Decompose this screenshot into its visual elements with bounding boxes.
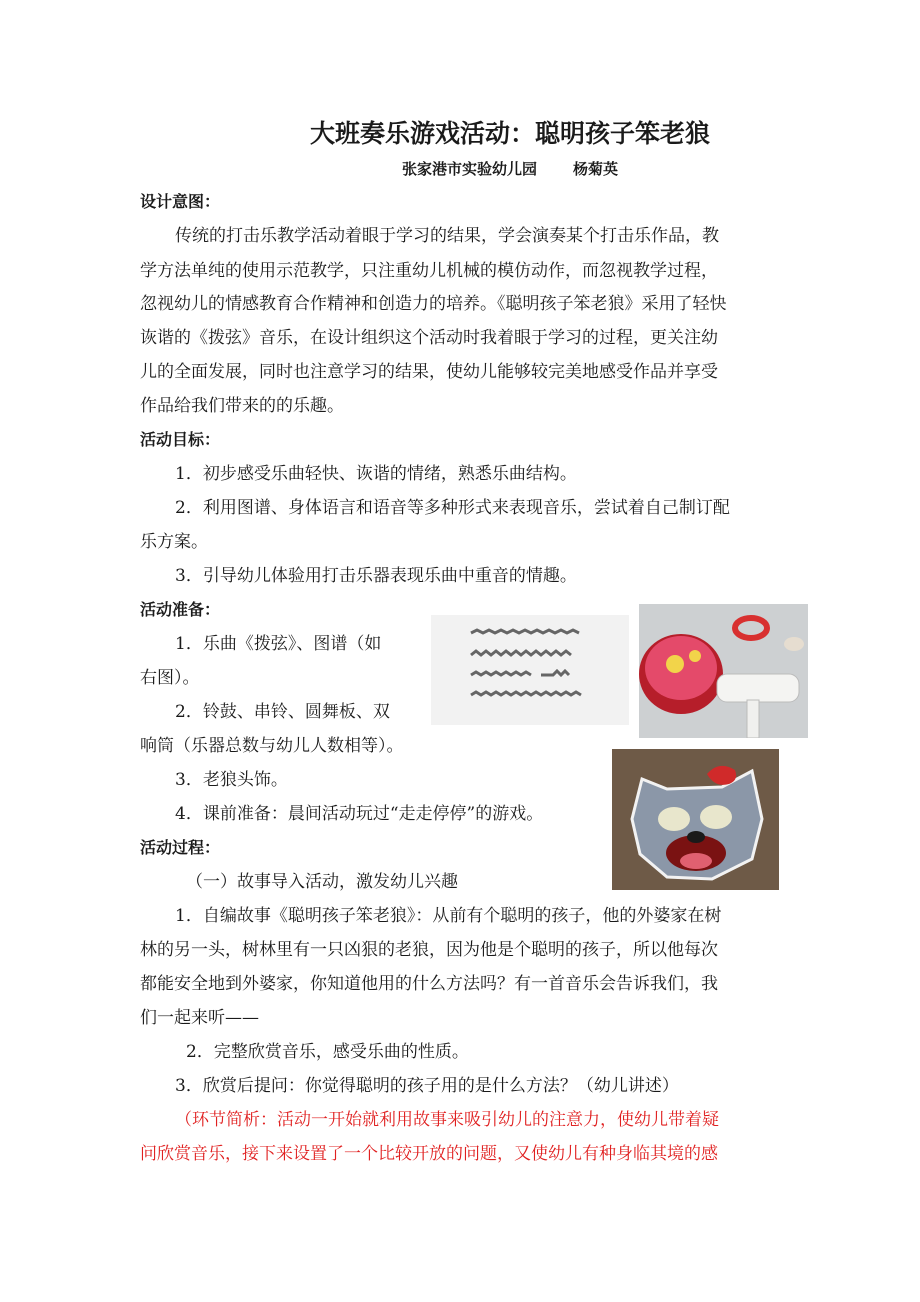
- design-line: 传统的打击乐教学活动着眼于学习的结果，学会演奏某个打击乐作品，教: [175, 226, 719, 246]
- design-line: 儿的全面发展，同时也注意学习的结果，使幼儿能够较完美地感受作品并享受: [140, 362, 718, 382]
- design-line: 忽视幼儿的情感教育合作精神和创造力的培养。《聪明孩子笨老狼》采用了轻快: [140, 294, 727, 314]
- prep-item-cont: 响筒（乐器总数与幼儿人数相等）。: [140, 736, 404, 756]
- instruments-photo: [639, 604, 808, 738]
- prep-item: 2．铃鼓、串铃、圆舞板、双: [175, 702, 390, 722]
- design-line: 诙谐的《拨弦》音乐，在设计组织这个活动时我着眼于学习的过程，更关注幼: [140, 328, 718, 348]
- process-line: 1．自编故事《聪明孩子笨老狼》：从前有个聪明的孩子，他的外婆家在树: [175, 906, 722, 926]
- wolf-headdress-photo: [612, 749, 779, 890]
- process-line: 3．欣赏后提问：你觉得聪明的孩子用的是什么方法？（幼儿讲述）: [175, 1076, 679, 1096]
- process-heading: 活动过程：: [140, 838, 221, 857]
- design-line: 学方法单纯的使用示范教学，只注重幼儿机械的模仿动作，而忽视教学过程，: [140, 261, 718, 281]
- process-subheading: （一）故事导入活动，激发幼儿兴趣: [186, 872, 458, 892]
- goal-item: 3．引导幼儿体验用打击乐器表现乐曲中重音的情趣。: [175, 566, 577, 586]
- goal-item: 1．初步感受乐曲轻快、诙谐的情绪，熟悉乐曲结构。: [175, 464, 577, 484]
- analysis-line: （环节简析：活动一开始就利用故事来吸引幼儿的注意力，使幼儿带着疑: [175, 1110, 719, 1130]
- goal-item-cont: 乐方案。: [140, 532, 208, 552]
- process-line: 都能安全地到外婆家，你知道他用的什么方法吗？有一首音乐会告诉我们，我: [140, 974, 718, 994]
- process-line: 2．完整欣赏音乐，感受乐曲的性质。: [186, 1042, 469, 1062]
- page-title: 大班奏乐游戏活动：聪明孩子笨老狼: [309, 119, 710, 148]
- prep-item-cont: 右图）。: [140, 668, 200, 688]
- prep-item: 4．课前准备：晨间活动玩过“走走停停”的游戏。: [175, 804, 544, 824]
- design-line: 作品给我们带来的的乐趣。: [140, 396, 344, 416]
- prep-item: 1．乐曲《拨弦》、图谱（如: [175, 634, 382, 654]
- author-name: 杨菊英: [573, 160, 619, 178]
- school-name: 张家港市实验幼儿园: [401, 160, 537, 178]
- process-line: 林的另一头，树林里有一只凶狠的老狼，因为他是个聪明的孩子，所以他每次: [140, 940, 718, 960]
- goals-heading: 活动目标：: [140, 430, 221, 449]
- author-line: [0, 158, 920, 179]
- design-heading: 设计意图：: [140, 192, 221, 211]
- prep-heading: 活动准备：: [140, 600, 221, 619]
- goal-item: 2．利用图谱、身体语言和语音等多种形式来表现音乐，尝试着自己制订配: [175, 498, 730, 518]
- process-line: 们一起来听——: [140, 1008, 259, 1028]
- prep-item: 3．老狼头饰。: [175, 770, 288, 790]
- music-chart-image: [431, 615, 629, 725]
- analysis-line: 问欣赏音乐，接下来设置了一个比较开放的问题，又使幼儿有种身临其境的感: [140, 1144, 718, 1164]
